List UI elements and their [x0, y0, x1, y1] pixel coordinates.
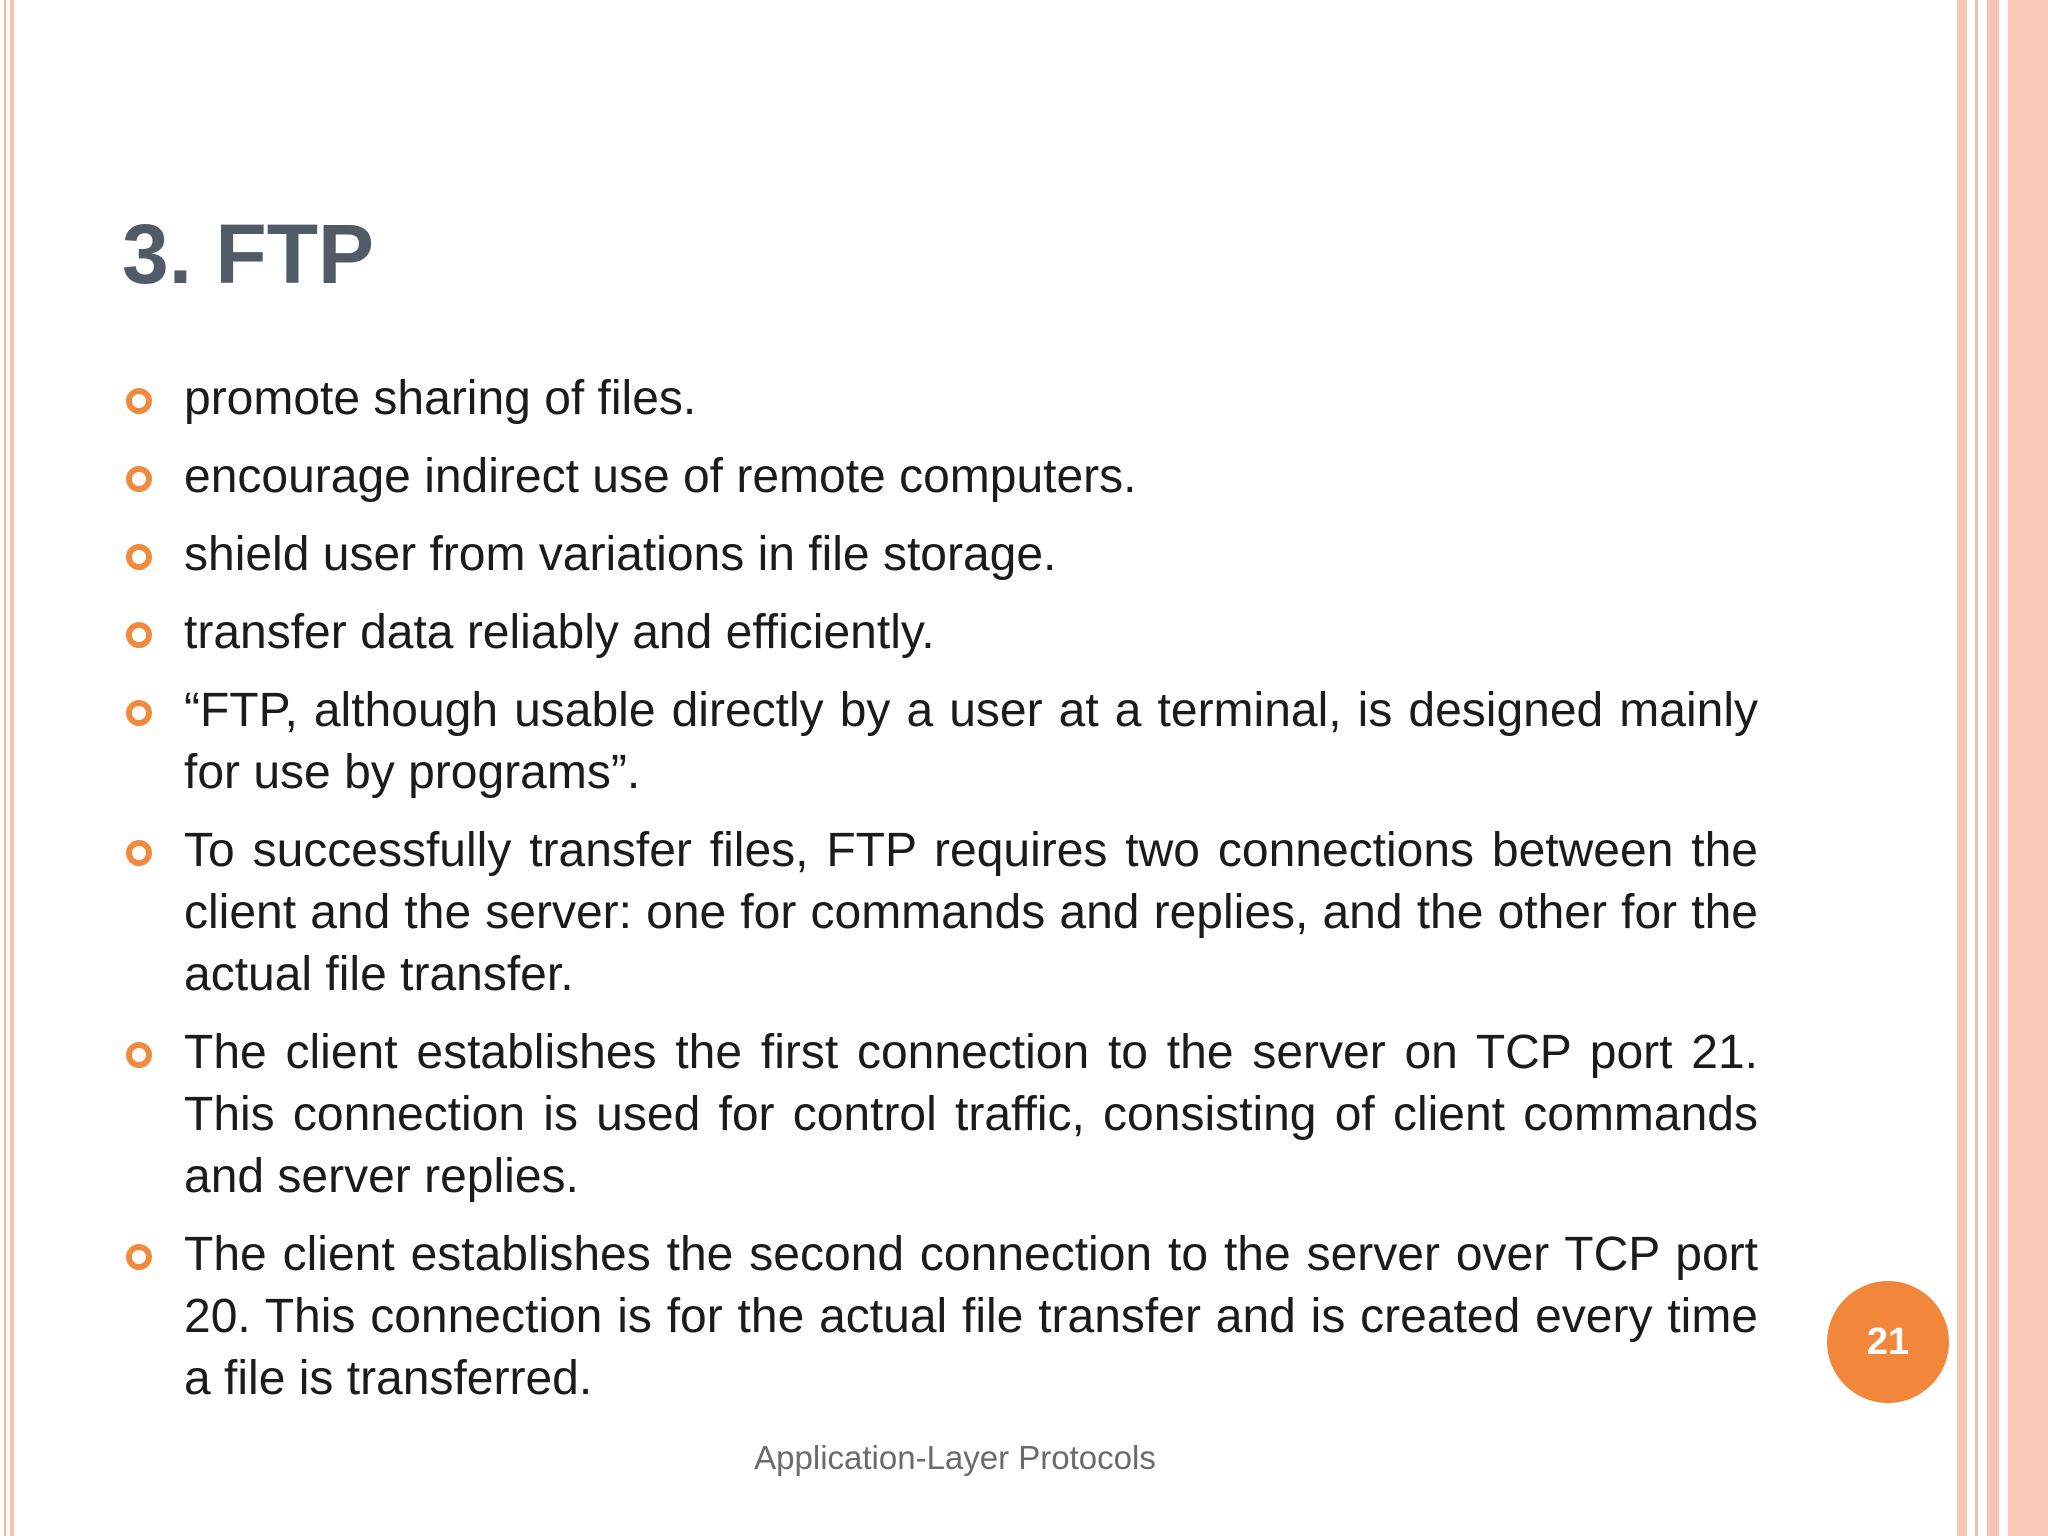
hollow-circle-bullet-icon — [126, 622, 152, 648]
hollow-circle-bullet-icon — [126, 544, 152, 570]
right-border-stripe — [1987, 0, 1999, 1536]
bullet-item — [122, 524, 1758, 586]
bullet-item — [122, 368, 1758, 430]
bullet-item — [122, 446, 1758, 508]
bullet-item — [122, 1022, 1758, 1208]
slide-title: 3. FTP — [122, 207, 375, 301]
bullet-text: To successfully transfer files, FTP requires two connections between the client and the server: one for commands and replies, and the other for the actual file transfer. — [184, 824, 1758, 1001]
page-number-badge: 21 — [1827, 1281, 1949, 1403]
bullet-text: encourage indirect use of remote computers. — [184, 450, 1137, 503]
bullet-text: transfer data reliably and efficiently. — [184, 606, 935, 659]
bullet-text: promote sharing of files. — [184, 372, 697, 425]
bullet-item — [122, 602, 1758, 664]
hollow-circle-bullet-icon — [126, 388, 152, 414]
slide-footer: Application-Layer Protocols — [754, 1439, 1156, 1476]
bullet-text: The client establishes the first connection to the server on TCP port 21. This connection is used for control traffic, consisting of client commands and server replies. — [184, 1026, 1758, 1203]
bullet-item — [122, 1224, 1758, 1410]
bullet-text: shield user from variations in file storage. — [184, 528, 1057, 581]
right-border-stripe — [1957, 0, 1967, 1536]
bullet-item — [122, 680, 1758, 804]
hollow-circle-bullet-icon — [126, 1042, 152, 1068]
right-border-stripe — [1975, 0, 1978, 1536]
left-border-line — [10, 0, 14, 1536]
hollow-circle-bullet-icon — [126, 466, 152, 492]
left-border-line — [4, 0, 6, 1536]
hollow-circle-bullet-icon — [126, 1244, 152, 1270]
right-border-stripe — [2008, 0, 2048, 1536]
bullet-text: The client establishes the second connection to the server over TCP port 20. This connection is for the actual file transfer and is created every time a file is transferred. — [184, 1228, 1758, 1405]
bullet-text: “FTP, although usable directly by a user at a terminal, is designed mainly for use by programs”. — [184, 684, 1758, 799]
bullet-item — [122, 820, 1758, 1006]
hollow-circle-bullet-icon — [126, 700, 152, 726]
bullet-list — [122, 368, 1758, 1426]
hollow-circle-bullet-icon — [126, 840, 152, 866]
